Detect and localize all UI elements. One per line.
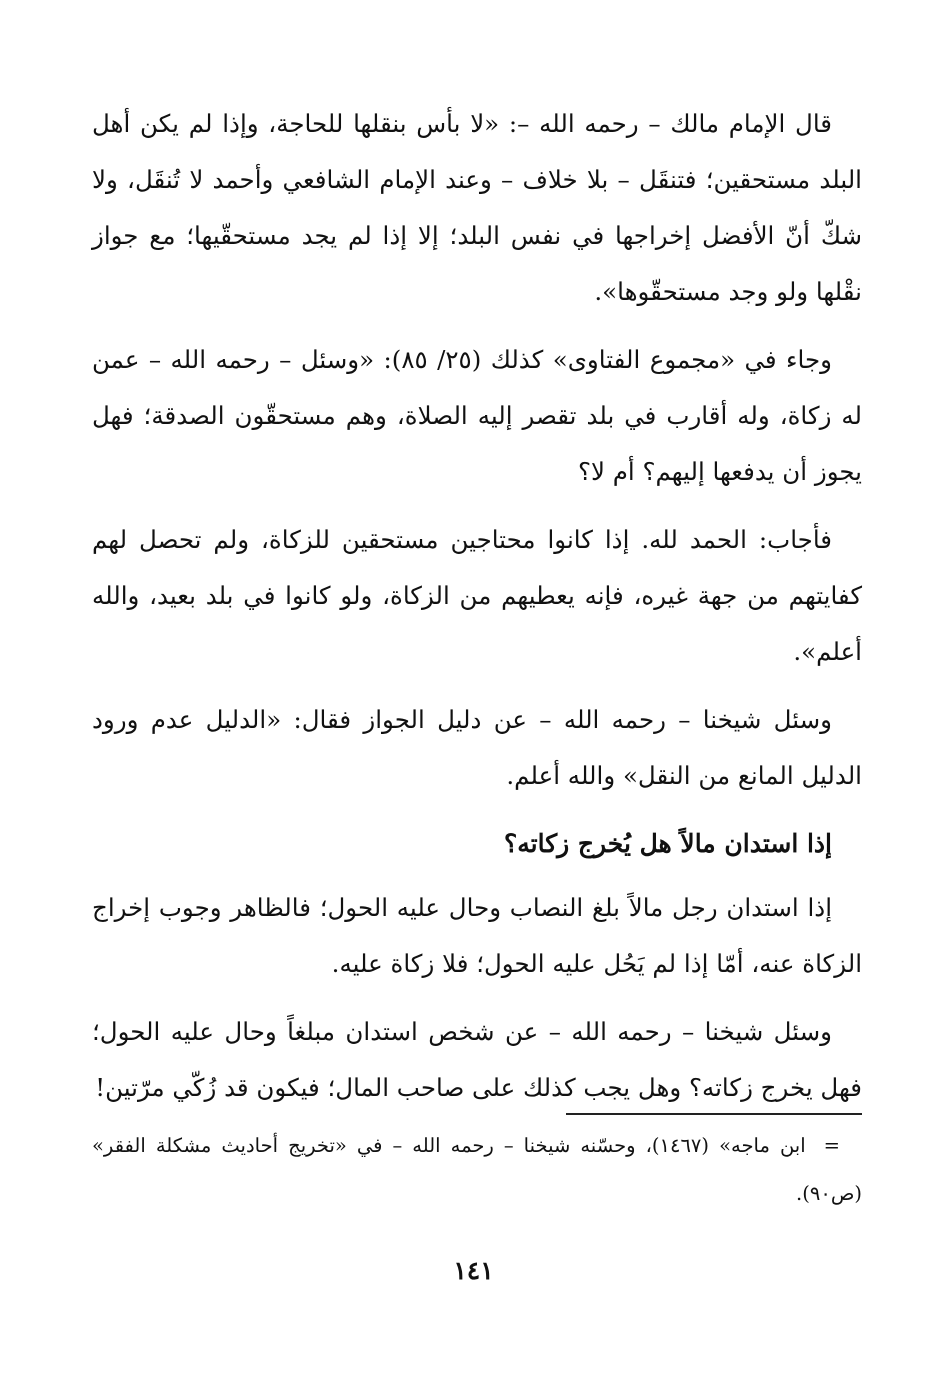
footnote-text: ابن ماجه» (١٤٦٧)، وحسّنه شيخنا – رحمه الله – في «تخريج أحاديث مشكلة الفقر» (ص٩٠). [92,1134,862,1205]
main-text [92,96,862,1128]
footnote [92,1122,862,1218]
paragraph-malik-quote: قال الإمام مالك – رحمه الله –: «لا بأس بنقلها للحاجة، وإذا لم يكن أهل البلد مستحقين؛ فتنقَل – بلا خلاف – وعند الإمام الشافعي وأحمد لا تُنقَل، ولا شكّ أنّ الأفضل إخراجها في نفس البلد؛ إلا إذا لم يجد مستحقّيها؛ مع جواز نقْلها ولو وجد مستحقّوها». [92,109,862,306]
paragraph-shaykh-question: وسئل شيخنا – رحمه الله – عن شخص استدان مبلغاً وحال عليه الحول؛ فهل يخرج زكاته؟ وهل يجب كذلك على صاحب المال؛ فيكون قد زُكّي مرّتين! [92,1017,862,1102]
page-number: ١٤١ [453,1256,494,1285]
paragraph-fatawa-answer: فأجاب: الحمد لله. إذا كانوا محتاجين مستحقين للزكاة، ولم تحصل لهم كفايتهم من جهة غيره، فإنه يعطيهم من الزكاة، ولو كانوا في بلد بعيد، والله أعلم». [92,525,862,666]
footnote-continuation-marker: = [823,1134,840,1157]
paragraph-fatawa-question: وجاء في «مجموع الفتاوى» كذلك (٢٥/ ٨٥): «وسئل – رحمه الله – عمن له زكاة، وله أقارب في بلد تقصر إليه الصلاة، وهم مستحقّون الصدقة؛ فهل يجوز أن يدفعها إليهم؟ أم لا؟ [92,345,862,486]
paragraph-shaykh-evidence: وسئل شيخنا – رحمه الله – عن دليل الجواز فقال: «الدليل عدم ورود الدليل المانع من النقل» والله أعلم. [92,705,862,790]
footnote-divider [566,1113,862,1115]
paragraph-borrowed-money: إذا استدان رجل مالاً بلغ النصاب وحال عليه الحول؛ فالظاهر وجوب إخراج الزكاة عنه، أمّا إذا لم يَحُل عليه الحول؛ فلا زكاة عليه. [92,893,862,978]
section-heading: إذا استدان مالاً هل يُخرج زكاته؟ [503,829,832,858]
